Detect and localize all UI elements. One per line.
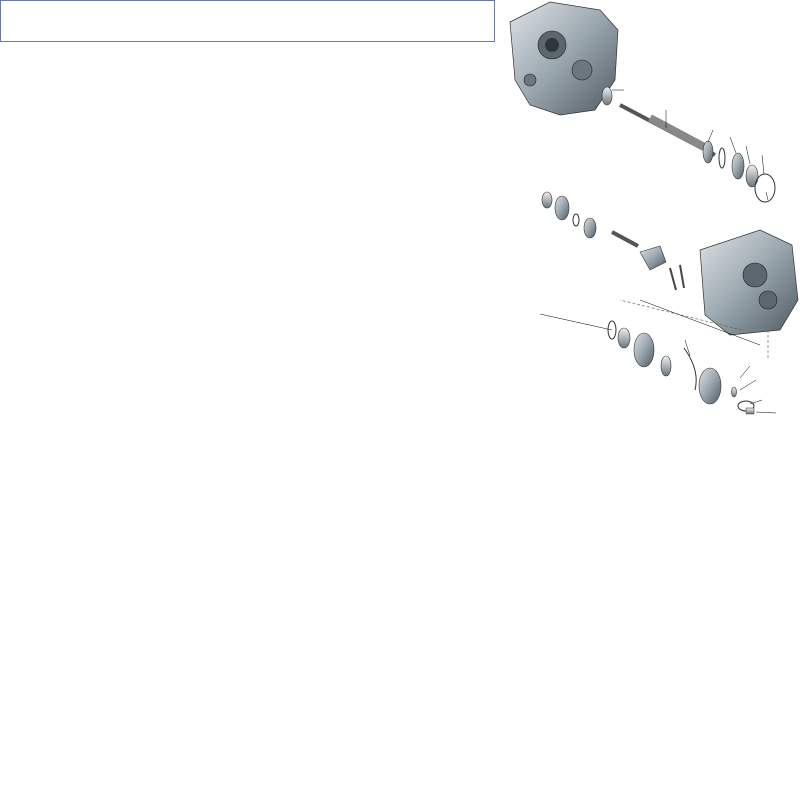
table-header <box>0 0 495 42</box>
exploded-diagram <box>500 0 800 440</box>
reverse-gear-parts <box>542 192 684 290</box>
upper-housing <box>510 2 618 115</box>
input-shaft-assembly <box>602 87 775 202</box>
